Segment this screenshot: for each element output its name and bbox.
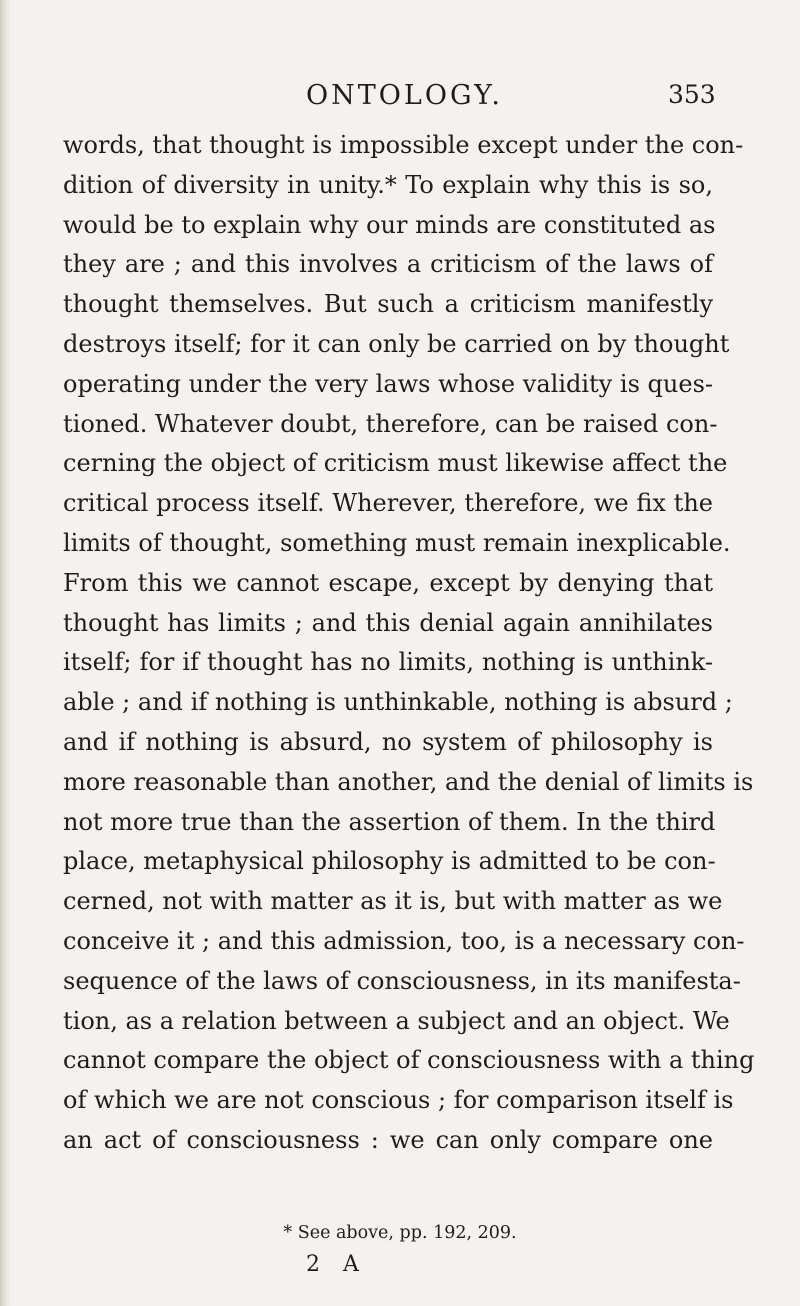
text-line: cerning the object of criticism must likewise affect the <box>63 449 728 478</box>
text-line: they are ; and this involves a criticism of the laws of <box>63 250 713 279</box>
text-line: thought has limits ; and this denial again annihilates <box>63 608 713 637</box>
text-line: able ; and if nothing is unthinkable, nothing is absurd ; <box>63 688 733 717</box>
body-text <box>63 126 755 1161</box>
running-title: ONTOLOGY. <box>306 80 503 111</box>
text-line: itself; for if thought has no limits, nothing is unthink- <box>63 648 713 677</box>
text-line: and if nothing is absurd, no system of philosophy is <box>63 727 713 756</box>
text-line: sequence of the laws of consciousness, in its manifesta- <box>63 966 741 995</box>
text-line: cerned, not with matter as it is, but with matter as we <box>63 887 723 916</box>
page-edge-shadow <box>0 0 10 1306</box>
footnote: * See above, pp. 192, 209. <box>283 1223 517 1243</box>
running-head <box>0 80 800 120</box>
text-line: of which we are not conscious ; for comparison itself is <box>63 1086 734 1115</box>
text-line: thought themselves. But such a criticism manifestly <box>63 290 713 319</box>
text-line: not more true than the assertion of them. In the third <box>63 807 716 836</box>
text-line: words, that thought is impossible except under the con- <box>63 131 744 159</box>
text-line: limits of thought, something must remain inexplicable. <box>63 528 731 557</box>
text-line: an act of consciousness : we can only compare one <box>63 1125 713 1154</box>
text-line: conceive it ; and this admission, too, is a necessary con- <box>63 926 745 955</box>
text-line: would be to explain why our minds are constituted as <box>63 210 716 239</box>
text-line: tioned. Whatever doubt, therefore, can be raised con- <box>63 409 718 438</box>
text-line: dition of diversity in unity.* To explain why this is so, <box>63 170 713 199</box>
page-number: 353 <box>668 80 716 109</box>
signature-mark: 2 A <box>306 1252 367 1277</box>
text-line: critical process itself. Wherever, therefore, we fix the <box>63 489 713 518</box>
text-line: From this we cannot escape, except by denying that <box>63 568 713 597</box>
text-line: place, metaphysical philosophy is admitted to be con- <box>63 847 716 876</box>
text-line: tion, as a relation between a subject and an object. We <box>63 1006 730 1035</box>
text-line: operating under the very laws whose validity is ques- <box>63 369 713 398</box>
text-line: more reasonable than another, and the denial of limits is <box>63 767 754 796</box>
text-line: cannot compare the object of consciousness with a thing <box>63 1046 755 1075</box>
text-line: destroys itself; for it can only be carried on by thought <box>63 329 730 358</box>
